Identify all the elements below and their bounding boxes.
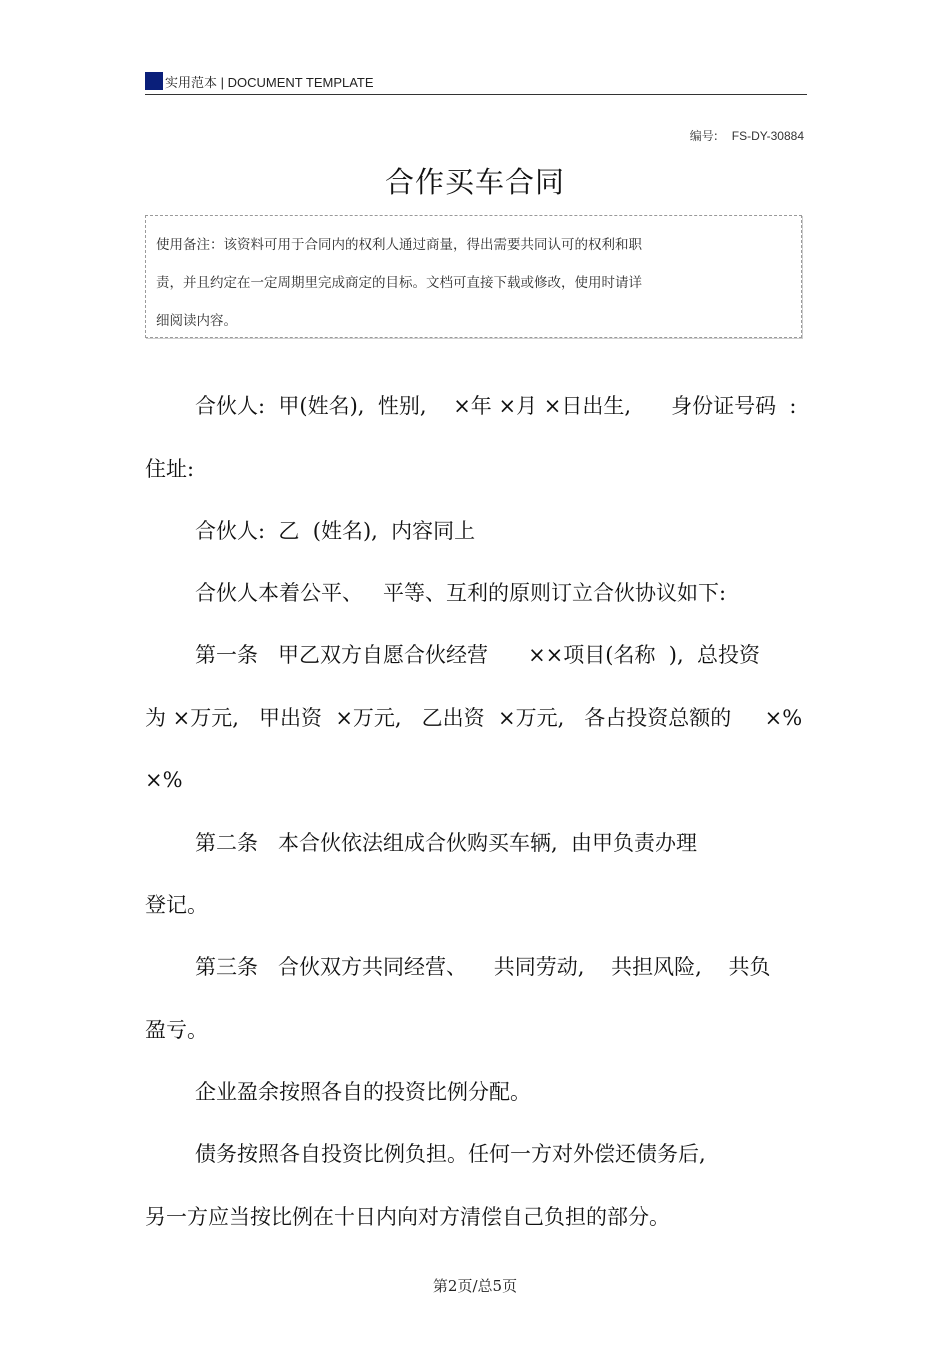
body-line-article-1: 第一条 甲乙双方自愿合伙经营 ××项目(名称 ), 总投资 bbox=[195, 643, 761, 667]
document-header bbox=[145, 70, 807, 95]
usage-note-line: 使用备注：该资料可用于合同内的权利人通过商量，得出需要共同认可的权利和职 bbox=[156, 237, 642, 253]
page-title: 合作买车合同 bbox=[384, 165, 565, 199]
body-line-article-2-cont: 登记。 bbox=[145, 893, 208, 917]
header-label bbox=[165, 72, 374, 91]
body-line-partner-a: 合伙人: 甲(姓名), 性别, ×年 ×月 ×日出生, 身份证号码 : bbox=[195, 394, 797, 418]
body-line-article-1-cont: ×% bbox=[145, 768, 183, 792]
body-line-partner-b: 合伙人: 乙 (姓名), 内容同上 bbox=[195, 519, 476, 543]
usage-note-box bbox=[145, 215, 802, 338]
body-line-surplus: 企业盈余按照各自的投资比例分配。 bbox=[195, 1080, 531, 1104]
body-line-article-3-cont: 盈亏。 bbox=[145, 1018, 208, 1042]
header-label-cn: 实用范本 bbox=[165, 76, 218, 91]
body-line-debt: 债务按照各自投资比例负担。任何一方对外偿还债务后, bbox=[195, 1142, 706, 1166]
header-label-en: | DOCUMENT TEMPLATE bbox=[220, 75, 374, 90]
usage-note-line: 责，并且约定在一定周期里完成商定的目标。文档可直接下载或修改，使用时请详 bbox=[156, 275, 642, 291]
body-line-article-2: 第二条 本合伙依法组成合伙购买车辆, 由甲负责办理 bbox=[195, 831, 698, 855]
document-number bbox=[690, 127, 804, 144]
page-footer: 第2页/总5页 bbox=[432, 1277, 518, 1295]
body-line-address: 住址: bbox=[145, 457, 195, 481]
document-number-value: FS-DY-30884 bbox=[731, 129, 804, 143]
body-line-article-3: 第三条 合伙双方共同经营、 共同劳动, 共担风险, 共负 bbox=[195, 955, 771, 979]
body-line-article-1-cont: 为 ×万元, 甲出资 ×万元, 乙出资 ×万元, 各占投资总额的 ×% bbox=[145, 706, 803, 730]
usage-note-line: 细阅读内容。 bbox=[156, 313, 237, 329]
document-number-label: 编号: bbox=[689, 129, 718, 143]
header-logo-square bbox=[145, 72, 163, 90]
body-line-principle: 合伙人本着公平、 平等、互利的原则订立合伙协议如下: bbox=[195, 581, 727, 605]
body-line-debt-cont: 另一方应当按比例在十日内向对方清偿自己负担的部分。 bbox=[145, 1205, 670, 1229]
